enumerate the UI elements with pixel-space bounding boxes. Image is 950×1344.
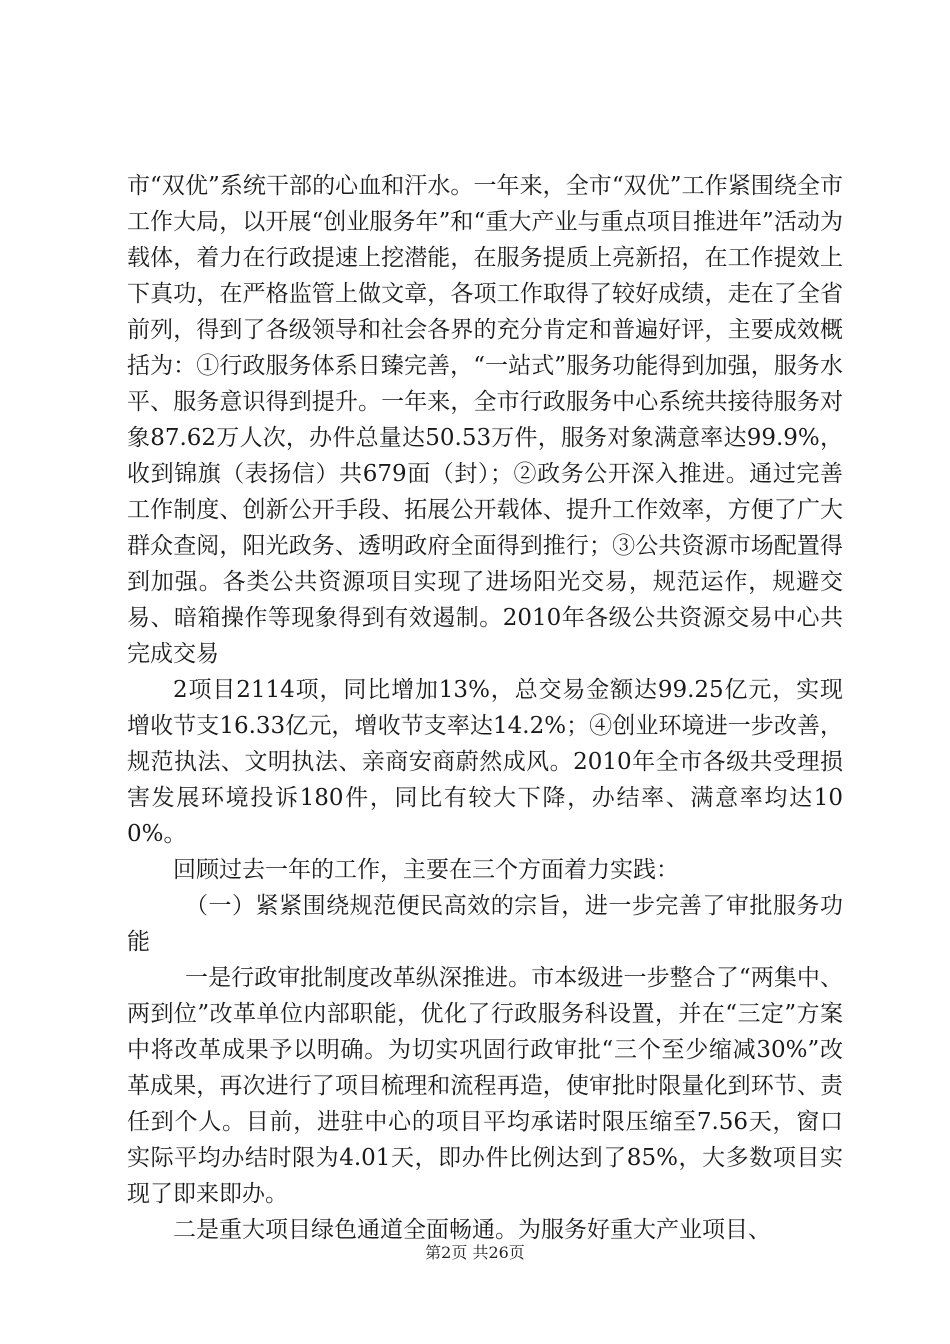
paragraph-review-intro: 回顾过去一年的工作，主要在三个方面着力实践： (173, 857, 679, 883)
paragraph-summary: 市“双优”系统干部的心血和汗水。一年来，全市“双优”工作紧围绕全市工作大局，以开展“创业服务年”和“重大产业与重点项目推进年”活动为载体，着力在行政提速上挖潜能，在服务提质上亮新招，在工作提效上下真功，在严格监管上做文章，各项工作取得了较好成绩，走在了全省前列，得到了各级领导和社会各界的充分肯定和普遍好评，主要成效概括为：①行政服务体系日臻完善，“一站式”服务功能得到加强，服务水平、服务意识得到提升。一年来，全市行政服务中心系统共接待服务对象87.62万人次，办件总量达50.53万件，服务对象满意率达99.9%，收到锦旗（表扬信）共679面（封）；②政务公开深入推进。通过完善工作制度、创新公开手段、拓展公开载体、提升工作效率，方便了广大群众查阅，阳光政务、透明政府全面得到推行；③公共资源市场配置得到加强。各类公共资源项目实现了进场阳光交易，规范运作，规避交易、暗箱操作等现象得到有效遏制。2010年各级公共资源交易中心共完成交易 (127, 173, 843, 667)
paragraph-green-channel: 二是重大项目绿色通道全面畅通。为服务好重大产业项目、 (173, 1217, 771, 1243)
document-body (127, 168, 843, 1248)
paragraph-trade-results: 2项目2114项，同比增加13%，总交易金额达99.25亿元，实现增收节支16.33亿元，增收节支率达14.2%；④创业环境进一步改善，规范执法、文明执法、亲商安商蔚然成风。2010年全市各级共受理损害发展环境投诉180件，同比有较大下降，办结率、满意率均达100%。 (127, 677, 843, 847)
page-number: 第2页 共26页 (425, 1243, 525, 1262)
page-footer (0, 1243, 950, 1263)
paragraph-approval-reform: 一是行政审批制度改革纵深推进。市本级进一步整合了“两集中、两到位”改革单位内部职能，优化了行政服务科设置，并在“三定”方案中将改革成果予以明确。为切实巩固行政审批“三个至少缩减30%”改革成果，再次进行了项目梳理和流程再造，使审批时限量化到环节、责任到个人。目前，进驻中心的项目平均承诺时限压缩至7.56天，窗口实际平均办结时限为4.01天，即办件比例达到了85%，大多数项目实现了即来即办。 (127, 965, 843, 1207)
section-heading-one: （一）紧紧围绕规范便民高效的宗旨，进一步完善了审批服务功能 (127, 893, 843, 955)
